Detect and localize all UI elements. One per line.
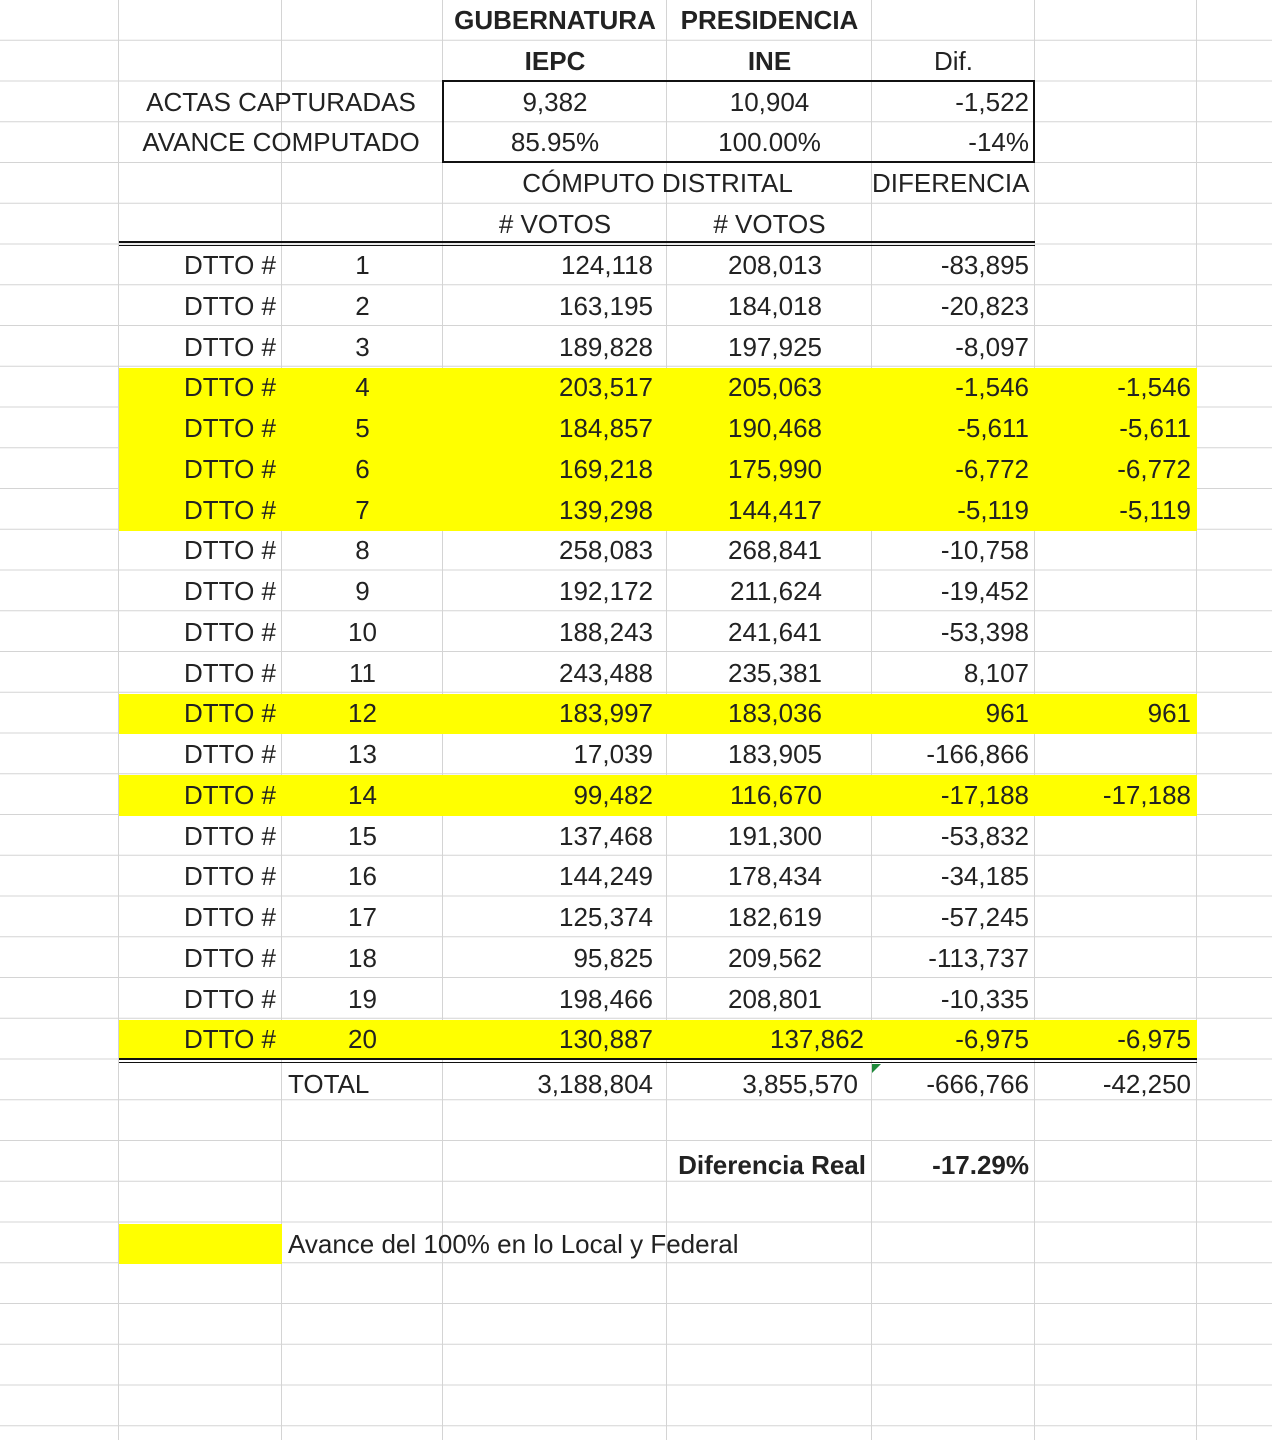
district-highlight-difference[interactable]: -6,772 xyxy=(1117,453,1191,484)
district-ine-votes[interactable]: 197,925 xyxy=(728,331,822,362)
district-iepc-votes[interactable]: 243,488 xyxy=(559,657,653,688)
header-gubernatura: GUBERNATURA xyxy=(454,5,656,35)
district-label: DTTO # xyxy=(184,576,276,606)
header-iepc: IEPC xyxy=(524,45,586,76)
district-difference[interactable]: -53,832 xyxy=(940,820,1029,851)
header-computo-distrital: CÓMPUTO DISTRITAL xyxy=(522,168,793,198)
summary-actas-label: ACTAS CAPTURADAS xyxy=(146,86,416,117)
district-label: DTTO # xyxy=(184,413,276,443)
district-highlight-difference[interactable] xyxy=(1035,856,1197,897)
summary-actas-dif[interactable]: -1,522 xyxy=(955,86,1029,117)
district-highlight-difference[interactable] xyxy=(1035,979,1197,1020)
district-highlight-difference[interactable] xyxy=(1035,816,1197,857)
district-label: DTTO # xyxy=(184,535,276,566)
district-label: DTTO # xyxy=(184,453,276,484)
district-ine-votes[interactable]: 211,624 xyxy=(729,576,822,606)
summary-box-right xyxy=(1033,80,1035,163)
legend-text: Avance del 100% en lo Local y Federal xyxy=(288,1228,739,1259)
district-difference[interactable]: 961 xyxy=(985,698,1029,729)
summary-actas-iepc[interactable]: 9,382 xyxy=(522,86,588,117)
district-label: DTTO # xyxy=(184,739,276,769)
district-label: DTTO # xyxy=(184,1024,276,1055)
district-label: DTTO # xyxy=(184,616,276,647)
district-highlight-difference[interactable]: -1,546 xyxy=(1117,372,1191,403)
district-ine-votes[interactable]: 116,670 xyxy=(729,779,822,810)
district-number[interactable]: 1 xyxy=(355,250,370,280)
district-highlight-difference[interactable] xyxy=(1035,571,1197,612)
district-highlight-difference[interactable] xyxy=(1035,734,1197,775)
district-label: DTTO # xyxy=(184,779,276,810)
district-label: DTTO # xyxy=(184,372,276,403)
district-difference[interactable]: -10,335 xyxy=(940,983,1029,1014)
district-label: DTTO # xyxy=(184,657,276,688)
district-ine-votes[interactable]: 241,641 xyxy=(728,616,822,647)
district-ine-votes[interactable]: 209,562 xyxy=(728,942,822,973)
district-highlight-difference[interactable] xyxy=(1035,286,1197,327)
district-number[interactable]: 12 xyxy=(348,698,377,729)
district-number[interactable]: 15 xyxy=(348,820,377,851)
legend-swatch xyxy=(119,1224,282,1265)
district-highlight-difference[interactable] xyxy=(1035,938,1197,979)
district-difference[interactable]: -57,245 xyxy=(940,902,1029,932)
district-label: DTTO # xyxy=(184,250,276,280)
district-iepc-votes[interactable]: 99,482 xyxy=(573,779,653,810)
district-number[interactable]: 6 xyxy=(355,453,370,484)
district-number[interactable]: 14 xyxy=(348,779,377,810)
summary-box-top xyxy=(442,80,1035,82)
district-ine-votes[interactable]: 183,905 xyxy=(728,739,822,769)
district-difference[interactable]: -20,823 xyxy=(940,290,1029,321)
district-highlight-difference[interactable]: -5,611 xyxy=(1119,413,1191,443)
district-highlight-difference[interactable] xyxy=(1035,612,1197,653)
district-iepc-votes[interactable]: 198,466 xyxy=(559,983,653,1014)
district-ine-votes[interactable]: 137,862 xyxy=(770,1024,864,1055)
district-label: DTTO # xyxy=(184,698,276,729)
district-difference[interactable]: -5,119 xyxy=(957,494,1029,525)
district-highlight-difference[interactable]: -6,975 xyxy=(1117,1024,1191,1055)
district-iepc-votes[interactable]: 124,118 xyxy=(560,250,653,280)
district-iepc-votes[interactable]: 183,997 xyxy=(559,698,653,729)
header-dif: Dif. xyxy=(934,45,973,76)
district-ine-votes[interactable]: 184,018 xyxy=(728,290,822,321)
district-iepc-votes[interactable]: 188,243 xyxy=(559,616,653,647)
district-iepc-votes[interactable]: 95,825 xyxy=(573,942,653,973)
district-iepc-votes[interactable]: 163,195 xyxy=(559,290,653,321)
district-number[interactable]: 20 xyxy=(348,1024,377,1055)
district-ine-votes[interactable]: 191,300 xyxy=(728,820,822,851)
district-highlight-difference[interactable]: -17,188 xyxy=(1102,779,1191,810)
district-highlight-difference[interactable] xyxy=(1035,897,1197,938)
district-number[interactable]: 5 xyxy=(355,413,370,443)
district-difference[interactable]: -34,185 xyxy=(940,861,1029,892)
district-iepc-votes[interactable]: 139,298 xyxy=(559,494,653,525)
district-highlight-difference[interactable]: 961 xyxy=(1147,698,1191,729)
district-number[interactable]: 17 xyxy=(348,902,377,932)
district-difference[interactable]: -10,758 xyxy=(940,535,1029,566)
district-ine-votes[interactable]: 208,013 xyxy=(728,250,822,280)
summary-box-left xyxy=(442,80,444,163)
district-ine-votes[interactable]: 190,468 xyxy=(728,413,822,443)
district-iepc-votes[interactable]: 203,517 xyxy=(559,372,653,403)
district-number[interactable]: 11 xyxy=(349,657,376,688)
summary-actas-ine[interactable]: 10,904 xyxy=(729,86,810,117)
district-label: DTTO # xyxy=(184,861,276,892)
district-ine-votes[interactable]: 182,619 xyxy=(728,902,822,932)
district-iepc-votes[interactable]: 192,172 xyxy=(559,576,653,606)
diferencia-real-value[interactable]: -17.29% xyxy=(932,1150,1029,1180)
district-ine-votes[interactable]: 178,434 xyxy=(728,861,822,892)
district-number[interactable]: 16 xyxy=(348,861,377,892)
district-label: DTTO # xyxy=(184,942,276,973)
district-difference[interactable]: -17,188 xyxy=(940,779,1029,810)
district-iepc-votes[interactable]: 125,374 xyxy=(559,902,653,932)
district-ine-votes[interactable]: 205,063 xyxy=(728,372,822,403)
district-label: DTTO # xyxy=(184,983,276,1014)
header-votos-ine: # VOTOS xyxy=(713,208,826,239)
summary-avance-iepc[interactable]: 85.95% xyxy=(510,127,600,158)
district-ine-votes[interactable]: 208,801 xyxy=(728,983,822,1014)
district-label: DTTO # xyxy=(184,494,276,525)
district-iepc-votes[interactable]: 189,828 xyxy=(559,331,653,362)
total-double-line-1 xyxy=(119,1058,1197,1060)
district-number[interactable]: 2 xyxy=(355,290,370,321)
total-dif[interactable]: -666,766 xyxy=(926,1068,1029,1099)
district-difference[interactable]: 8,107 xyxy=(963,657,1029,688)
total-label: TOTAL xyxy=(288,1068,370,1099)
district-ine-votes[interactable]: 144,417 xyxy=(728,494,822,525)
district-iepc-votes[interactable]: 258,083 xyxy=(559,535,653,566)
district-number[interactable]: 4 xyxy=(355,372,370,403)
total-ine[interactable]: 3,855,570 xyxy=(742,1068,858,1099)
district-ine-votes[interactable]: 175,990 xyxy=(728,453,822,484)
district-difference[interactable]: -8,097 xyxy=(955,331,1029,362)
district-highlight-difference[interactable] xyxy=(1035,245,1197,286)
district-iepc-votes[interactable]: 17,039 xyxy=(573,739,653,769)
district-highlight-difference[interactable] xyxy=(1035,530,1197,571)
district-ine-votes[interactable]: 235,381 xyxy=(728,657,822,688)
district-label: DTTO # xyxy=(184,902,276,932)
district-label: DTTO # xyxy=(184,290,276,321)
district-difference[interactable]: -6,975 xyxy=(955,1024,1029,1055)
district-difference[interactable]: -113,737 xyxy=(928,942,1029,973)
district-iepc-votes[interactable]: 137,468 xyxy=(559,820,653,851)
summary-avance-label: AVANCE COMPUTADO xyxy=(142,127,420,158)
district-number[interactable]: 7 xyxy=(355,494,370,525)
district-iepc-votes[interactable]: 169,218 xyxy=(559,453,653,484)
district-difference[interactable]: -6,772 xyxy=(955,453,1029,484)
diferencia-real-label: Diferencia Real xyxy=(678,1150,866,1180)
district-difference[interactable]: -166,866 xyxy=(926,739,1029,769)
district-highlight-difference[interactable]: -5,119 xyxy=(1119,494,1191,525)
total-iepc[interactable]: 3,188,804 xyxy=(537,1068,653,1099)
header-double-line-1 xyxy=(119,241,1035,243)
header-presidencia: PRESIDENCIA xyxy=(680,5,859,35)
district-ine-votes[interactable]: 183,036 xyxy=(728,698,822,729)
district-number[interactable]: 13 xyxy=(348,739,377,769)
district-number[interactable]: 18 xyxy=(348,942,377,973)
header-votos-iepc: # VOTOS xyxy=(498,208,612,239)
district-iepc-votes[interactable]: 144,249 xyxy=(559,861,653,892)
district-number[interactable]: 8 xyxy=(355,535,370,566)
district-number[interactable]: 3 xyxy=(355,331,370,362)
district-number[interactable]: 9 xyxy=(355,576,370,606)
district-difference[interactable]: -19,452 xyxy=(940,576,1029,606)
district-number[interactable]: 10 xyxy=(348,616,377,647)
district-difference[interactable]: -53,398 xyxy=(940,616,1029,647)
district-iepc-votes[interactable]: 130,887 xyxy=(559,1024,653,1055)
district-difference[interactable]: -83,895 xyxy=(940,250,1029,280)
header-diferencia: DIFERENCIA xyxy=(872,168,1030,198)
district-label: DTTO # xyxy=(184,820,276,851)
district-difference[interactable]: -5,611 xyxy=(957,413,1029,443)
district-highlight-difference[interactable] xyxy=(1035,653,1197,694)
district-label: DTTO # xyxy=(184,331,276,362)
total-extra[interactable]: -42,250 xyxy=(1102,1068,1191,1099)
district-highlight-difference[interactable] xyxy=(1035,327,1197,368)
district-ine-votes[interactable]: 268,841 xyxy=(728,535,822,566)
district-number[interactable]: 19 xyxy=(348,983,377,1014)
district-difference[interactable]: -1,546 xyxy=(955,372,1029,403)
summary-avance-dif[interactable]: -14% xyxy=(968,127,1029,158)
summary-avance-ine[interactable]: 100.00% xyxy=(718,127,821,158)
district-iepc-votes[interactable]: 184,857 xyxy=(559,413,653,443)
header-ine: INE xyxy=(747,45,792,76)
